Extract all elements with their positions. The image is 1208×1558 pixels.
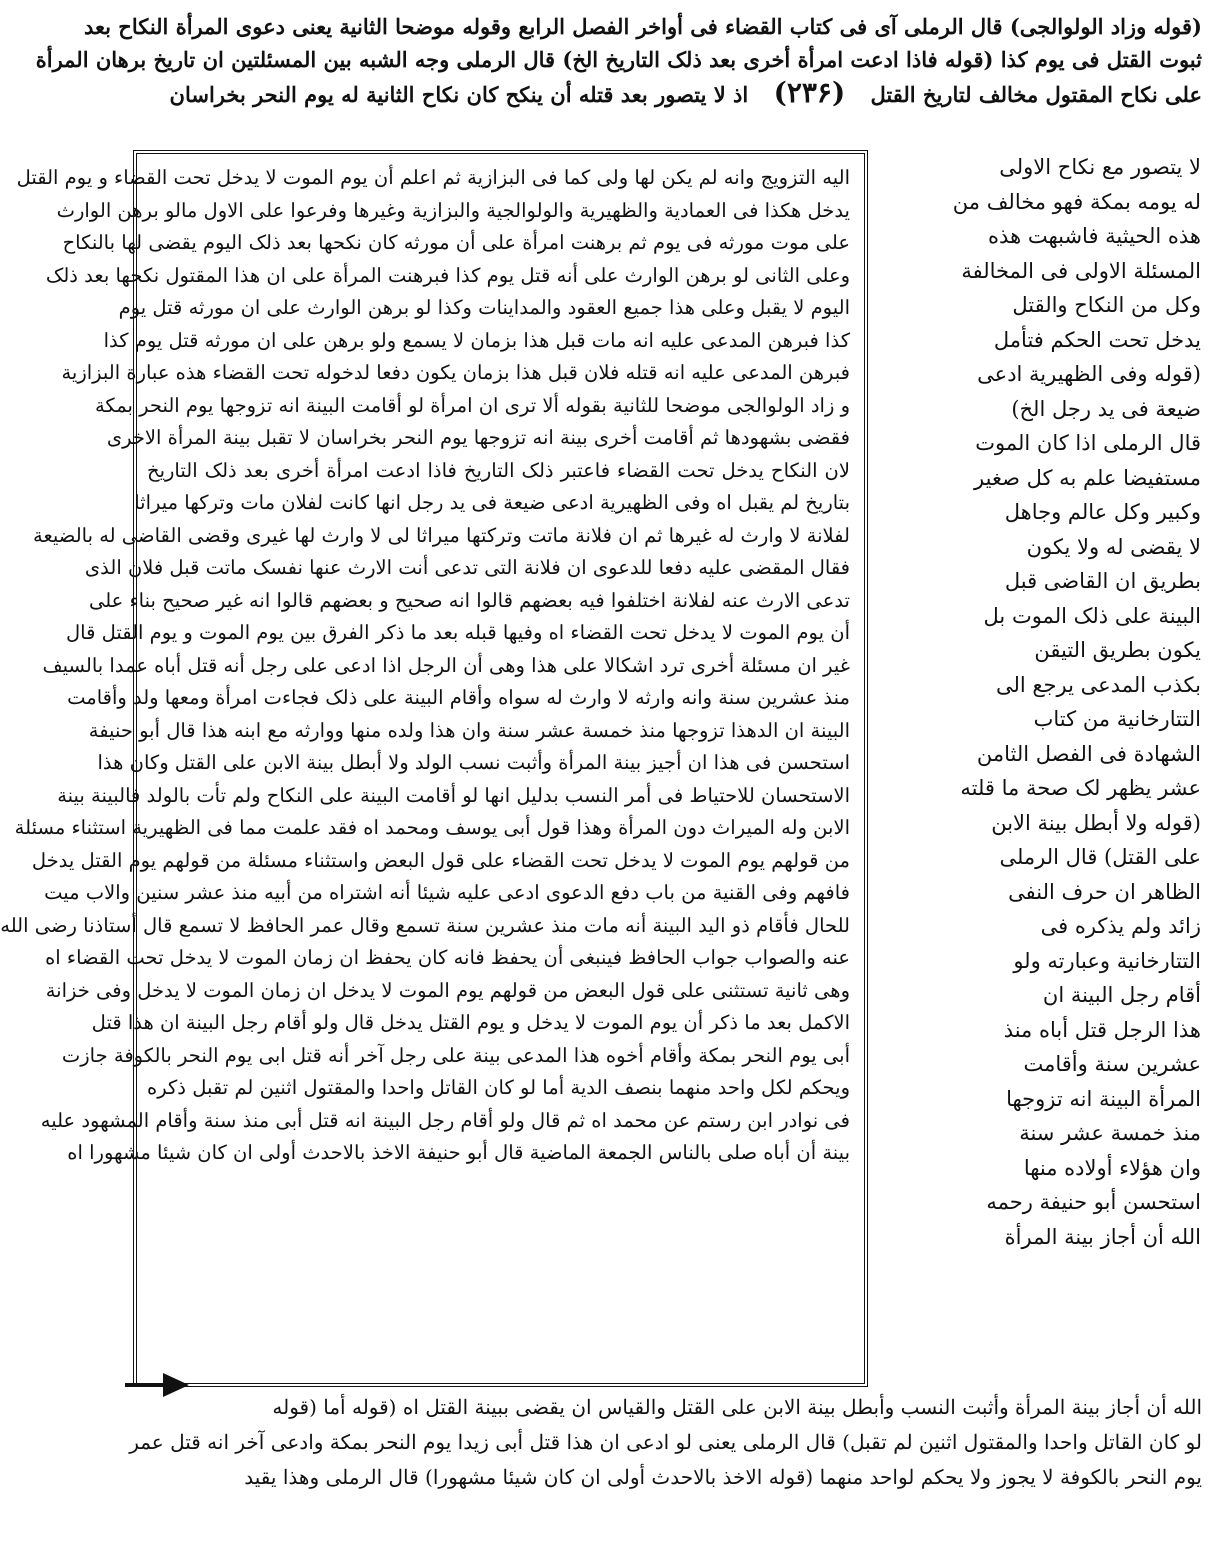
side-line: ضیعة فی ید رجل الخ): [1011, 396, 1201, 421]
main-text-line: فقضی بشهودها ثم أقامت أخری بینة انه تزوجها یوم النحر بخراسان لا تقبل بینة المرأة الاخری: [106, 426, 850, 449]
side-line: وکل من النکاح والقتل: [1012, 293, 1201, 317]
side-line: وکبیر وکل عالم وجاهل: [1004, 500, 1201, 524]
side-line: وان هؤلاء أولاده منها: [1023, 1155, 1201, 1180]
side-line: منذ خمسة عشر سنة: [1019, 1121, 1201, 1145]
footer-line-1: الله أن أجاز بینة المرأة وأثبت النسب وأبطل بینة الابن علی القتل والقیاس ان یقضی ببینة القتل اه (قوله أما (قوله: [272, 1395, 1202, 1419]
side-line: التتارخانیة من کتاب: [1033, 707, 1201, 731]
side-line: عشر یظهر لک صحة ما قلته: [960, 776, 1201, 800]
side-line: الشهادة فی الفصل الثامن: [976, 741, 1201, 766]
side-line: هذا الرجل قتل أباه منذ: [1003, 1017, 1201, 1042]
side-line: عشرین سنة وأقامت: [1023, 1052, 1201, 1076]
header-line-3: علی نکاح المقتول مخالف لتاریخ القتل: [870, 82, 1202, 107]
side-line: قال الرملی اذا کان الموت: [975, 431, 1201, 455]
main-text-line: البینة ان الدهذا تزوجها منذ خمسة عشر سنة وان هذا ولده منها ووارثه مع ابنه هذا قال أبو حنیفة: [88, 718, 850, 742]
side-line: البینة علی ذلک الموت بل: [983, 603, 1201, 628]
side-line: الله أن أجاز بینة المرأة: [1004, 1224, 1201, 1249]
main-text-line: بتاریخ لم یقبل اه وفی الظهیریة ادعی ضیعة فی ید رجل انها کانت لفلان مات وترکها میراثا: [134, 491, 850, 514]
main-text-line: فی نوادر ابن رستم عن محمد اه ثم قال ولو أقام رجل البینة انه قتل أبی منذ سنة وأقام المشهود علیه: [40, 1108, 850, 1132]
main-text-line: الاستحسان للاحتیاط فی أمر النسب بدلیل انها لو أقامت البینة علی النکاح ولم تأت بالولد فالبینة بینة: [57, 783, 850, 807]
main-text-line: لان النکاح یدخل تحت القضاء فاعتبر ذلک التاریخ فاذا ادعت امرأة أخری بعد ذلک التاریخ: [147, 458, 850, 482]
side-line: التتارخانیة وعبارته ولو: [1013, 948, 1201, 973]
main-text-line: ویحکم لکل واحد منهما بنصف الدیة أما لو کان القاتل واحدا والمقتول اثنین لم تقبل ذکره: [147, 1076, 850, 1099]
main-text-line: وهی ثانیة تستثنی علی قول البعض من قولهم یوم الموت لا یدخل ان زمان الموت لا یدخل وفی خزانة: [45, 978, 850, 1002]
header-line-4: اذ لا یتصور بعد قتله أن ینکح کان نکاح الثانیة له یوم النحر بخراسان: [169, 82, 749, 107]
side-line: هذه الحیثیة فاشبهت هذه: [988, 224, 1201, 248]
main-text-line: غیر ان مسئلة أخری ترد اشکالا علی هذا وهی أن الرجل اذا ادعی علی رجل أنه قتل أباه عمدا بالسیف: [42, 653, 850, 677]
footer-line-3: یوم النحر بالکوفة لا یجوز ولا یحکم لواحد منهما (قوله الاخذ بالاحدث أولی ان کان شیئا مشهورا) قال الرملی وهذا یقید: [244, 1465, 1202, 1489]
main-text-frame: [0, 150, 868, 1387]
side-line: استحسن أبو حنیفة رحمه: [986, 1190, 1201, 1214]
main-text-line: علی موت مورثه فی یوم ثم برهنت امرأة علی أن مورثه کان نکحها بعد ذلک الیوم یقضی لها بالنکاح: [62, 231, 850, 254]
main-text-line: فقال المقضی علیه دفعا للدعوی ان فلانة التی تدعی أنت الارث عنها نفسک ماتت قبل فلان الذی: [84, 556, 850, 579]
page-footer: [125, 1390, 1208, 1540]
main-text-line: استحسن فی هذا ان أجیز بینة المرأة وأثبت نسب الولد ولا أبطل بینة الابن علی القتل وکان هذا: [97, 751, 850, 774]
main-text-line: عنه والصواب جواب الحافظ فینبغی أن یحفظ فانه کان یحفظ ان زمان الموت لا یدخل تحت القضاء اه: [45, 946, 850, 969]
main-text-line: بینة أن أباه صلی بالناس الجمعة الماضیة قال أبو حنیفة الاخذ بالاحدث أولی ان کان شیئا مشهورا اه: [67, 1141, 850, 1164]
main-text-line: وعلی الثانی لو برهن الوارث علی أنه قتل یوم کذا فبرهنت المرأة علی ان هذا المقتول نکحها بعد ذلک: [45, 263, 850, 287]
main-text-line: الاکمل بعد ما ذکر أن یوم الموت لا یدخل و یوم القتل یدخل قال ولو أقام رجل البینة ان هذا قتل: [91, 1011, 850, 1034]
header-line-1: (قوله وزاد الولوالجی) قال الرملی آی فی کتاب القضاء فی أواخر الفصل الرابع وقوله موضحا الثانیة یعنی دعوی المرأة النکاح بعد: [83, 14, 1202, 39]
side-line: الظاهر ان حرف النفی: [1008, 879, 1201, 904]
side-line: (قوله وفی الظهیریة ادعی: [977, 362, 1201, 386]
main-text-line: للحال فأقام ذو الید البینة أنه مات منذ عشرین سنة تسمع وقال عمر الحافظ لا تسمع قال أستاذنا رضی الله: [0, 913, 850, 937]
main-text-line: یدخل هکذا فی العمادیة والظهیریة والولوالجیة والبزازیة وغیرها وفرعوا علی الاول مالو برهن الوارث: [56, 198, 850, 222]
main-text-line: و زاد الولوالجی موضحا للثانیة بقوله ألا تری ان امرأة لو أقامت البینة انه تزوجها یوم النحر بمکة: [94, 393, 850, 417]
side-line: یدخل تحت الحکم فتأمل: [993, 327, 1201, 352]
main-text-line: فبرهن المدعی علیه انه قتله فلان قبل هذا بزمان یکون دفعا لدخوله تحت القضاء هذه عبارة البزازیة: [61, 361, 850, 384]
side-line: لا یقضی له ولا یکون: [1026, 534, 1201, 559]
main-text-line: تدعی الارث عنه لفلانة اختلفوا فیه بعضهم قالوا انه صحیح و بعضهم قالوا انه غیر صحیح بناء علی: [88, 588, 850, 612]
header-line-2: ثبوت القتل فی یوم کذا (قوله فاذا ادعت امرأة أخری بعد ذلک التاریخ الخ) قال الرملی وجه الشبه بین المسئلتین ان تاریخ برهان المرأة: [35, 47, 1202, 72]
page-number: (۲۳۶): [773, 76, 846, 109]
main-text-line: أن یوم الموت لا یدخل تحت القضاء اه وفیها قبله بعد ما ذکر الفرق بین یوم الموت و یوم القتل قال: [65, 621, 850, 644]
main-text-line: أبی یوم النحر بمکة وأقام أخوه هذا المدعی بینة علی رجل آخر أنه قتل ابی یوم النحر بالکوفة جازت: [61, 1043, 850, 1067]
side-line: بکذب المدعی یرجع الی: [995, 672, 1201, 697]
side-commentary: [879, 150, 1201, 1385]
main-text-line: الیوم لا یقبل وعلی هذا جمیع العقود والمداینات وکذا لو برهن الوارث علی ان مورثه قتل یوم: [118, 296, 850, 319]
page-header: [35, 10, 1208, 148]
side-line: (قوله ولا أبطل بینة الابن: [991, 810, 1201, 835]
side-line: یکون بطریق التیقن: [1034, 638, 1201, 662]
main-text-line: لفلانة لا وارث له غیرها ثم ان فلانة ماتت وترکتها میراثا لی لا وارث لها غیری وقضی القاضی له بالضیعة: [33, 523, 850, 547]
main-text-line: الابن وله المیراث دون المرأة وهذا قول أبی یوسف ومحمد اه فقد علمت مما فی الظهیریة استثناء مسئلة: [14, 816, 850, 839]
main-text-line: فافهم وفی القنیة من باب دفع الدعوی ادعی علیه شیئا أنه اشتراه من أبیه منذ عشر سنین والاب میت: [44, 881, 850, 904]
side-line: له یومه بمکة فهو مخالف من: [952, 189, 1201, 214]
side-line: بطریق ان القاضی قبل: [1004, 569, 1201, 593]
header-line-3-row: [125, 76, 1208, 109]
side-line: زائد ولم یذکره فی: [1040, 914, 1201, 938]
side-line: المسئلة الاولی فی المخالفة: [961, 258, 1201, 283]
side-line: المرأة البینة انه تزوجها: [1006, 1086, 1201, 1111]
side-line: لا یتصور مع نکاح الاولی: [999, 155, 1201, 179]
side-line: أقام رجل البینة ان: [1042, 983, 1201, 1007]
side-line: مستفیضا علم به کل صغیر: [974, 465, 1201, 490]
main-text-line: الیه التزویج وانه لم یکن لها ولی کما فی البزازیة ثم اعلم أن یوم الموت لا یدخل تحت القضاء و یوم القتل: [16, 166, 850, 189]
main-text-line: منذ عشرین سنة وانه وارثه لا وارث له سواه وأقام البینة علی ذلک فجاءت امرأة ومعها ولد وأقامت: [67, 686, 850, 709]
main-text-line: من قولهم یوم الموت لا یدخل تحت القضاء علی قول البعض واستثناء مسئلة من قولهم یوم القتل یدخل: [31, 848, 850, 872]
footer-line-2: لو کان القاتل واحدا والمقتول اثنین لم تقبل) قال الرملی یعنی لو ادعی ان هذا قتل أبی زیدا یوم النحر بمکة وادعی آخر انه قتل عمر: [129, 1430, 1202, 1454]
side-line: علی القتل) قال الرملی: [999, 845, 1201, 869]
main-text-line: کذا فبرهن المدعی علیه انه مات قبل هذا بزمان لا یسمع ولو برهن علی ان مورثه قتل یوم کذا: [103, 328, 850, 352]
